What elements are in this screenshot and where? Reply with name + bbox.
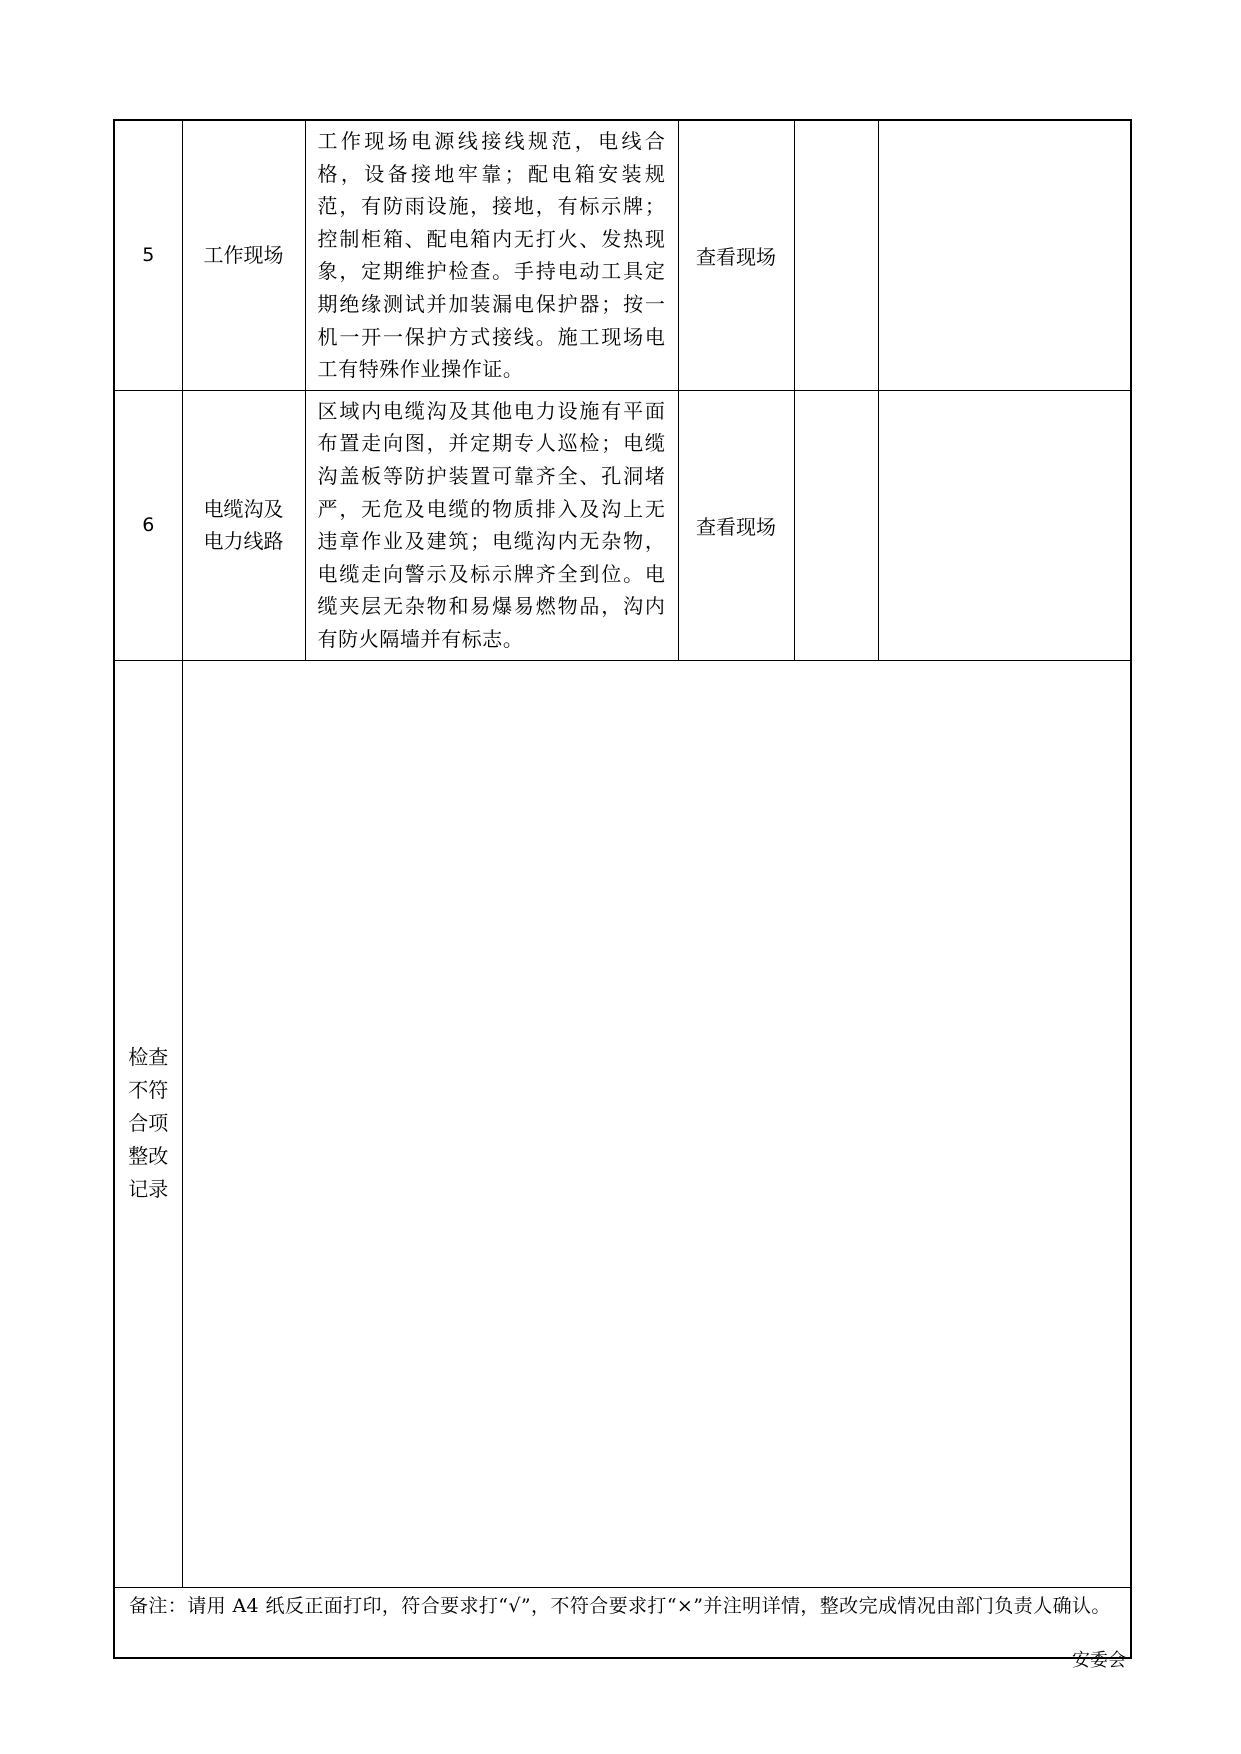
inspection-table (113, 119, 1132, 1659)
remarks-cell[interactable] (878, 120, 1131, 390)
result-cell[interactable] (794, 390, 878, 660)
inspection-requirement: 工作现场电源线接线规范，电线合格，设备接地牢靠；配电箱安装规范，有防雨设施，接地，有标示牌；控制柜箱、配电箱内无打火、发热现象，定期维护检查。手持电动工具定期绝缘测试并加装漏电保护器；按一机一开一保护方式接线。施工现场电工有特殊作业操作证。 (305, 120, 678, 390)
inspection-item-line: 电缆沟及 (203, 497, 284, 522)
remark-text: 备注：请用 A4 纸反正面打印，符合要求打“√”，不符合要求打“×”并注明详情，整改完成情况由部门负责人确认。 (114, 1587, 1131, 1658)
row-number: 5 (114, 120, 182, 390)
result-cell[interactable] (794, 120, 878, 390)
remark-row (114, 1587, 1131, 1658)
remarks-cell[interactable] (878, 390, 1131, 660)
footer-department: 安委会 (1072, 1650, 1126, 1671)
label-line: 检查 (128, 1045, 169, 1069)
rectification-record-row (114, 660, 1131, 1587)
inspection-method: 查看现场 (678, 390, 794, 660)
inspection-item: 工作现场 (182, 120, 305, 390)
label-line: 合项 (128, 1111, 169, 1135)
table-row (114, 390, 1131, 660)
inspection-item-line: 电力线路 (203, 529, 284, 554)
inspection-method: 查看现场 (678, 120, 794, 390)
inspection-table-page (113, 119, 1130, 1642)
label-line: 不符 (128, 1078, 169, 1102)
label-line: 整改 (128, 1144, 169, 1168)
rectification-record-area[interactable] (182, 660, 1131, 1587)
label-line: 记录 (128, 1177, 169, 1201)
row-number: 6 (114, 390, 182, 660)
rectification-record-label (114, 660, 182, 1587)
inspection-item (182, 390, 305, 660)
inspection-requirement: 区域内电缆沟及其他电力设施有平面布置走向图，并定期专人巡检；电缆沟盖板等防护装置可靠齐全、孔洞堵严，无危及电缆的物质排入及沟上无违章作业及建筑；电缆沟内无杂物，电缆走向警示及标示牌齐全到位。电缆夹层无杂物和易爆易燃物品，沟内有防火隔墙并有标志。 (305, 390, 678, 660)
table-row (114, 120, 1131, 390)
